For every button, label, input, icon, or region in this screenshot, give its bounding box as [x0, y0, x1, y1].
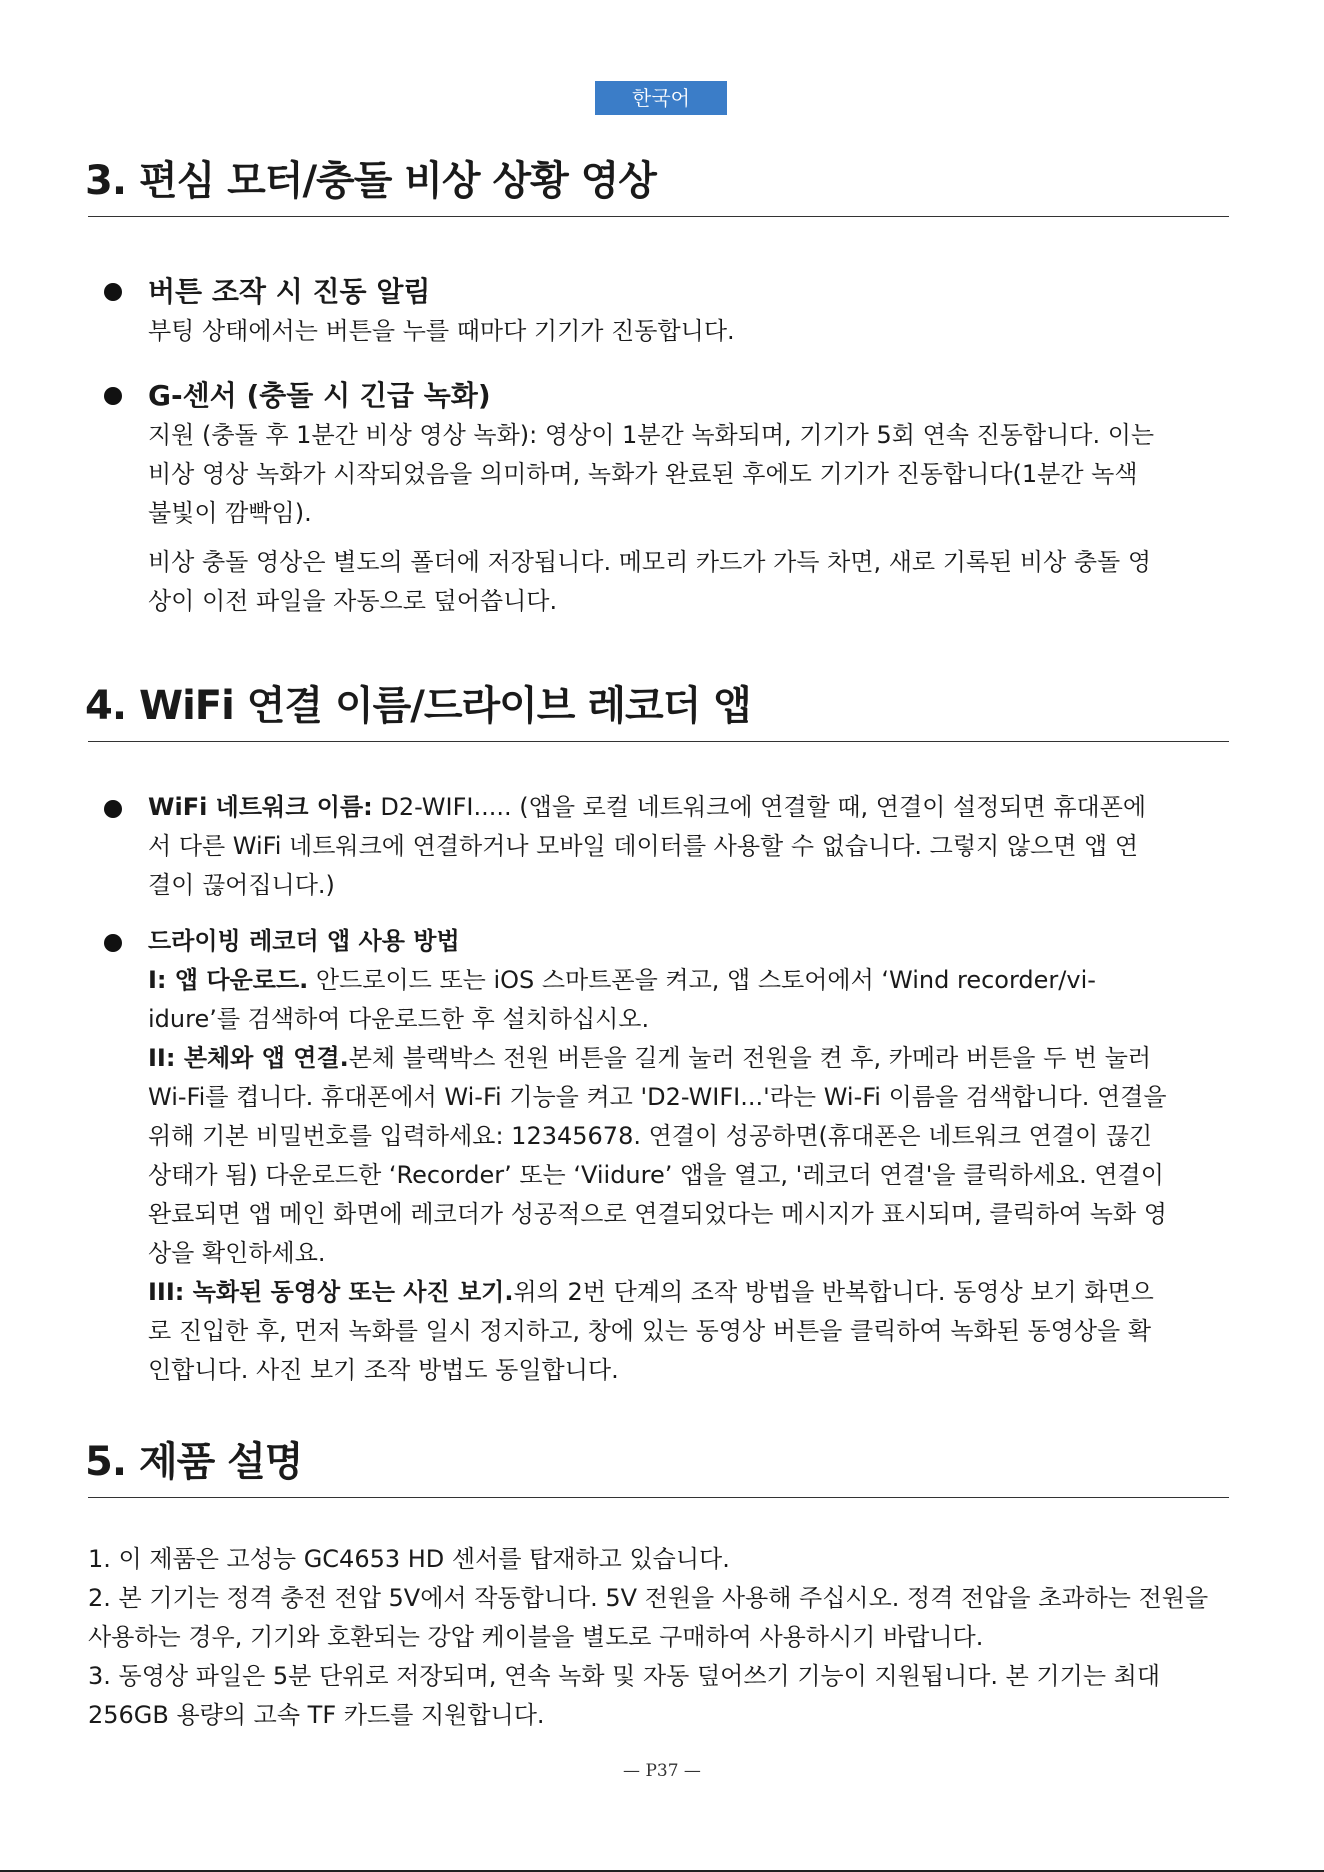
section-4-title: 4. WiFi 연결 이름/드라이브 레코더 앱 [85, 683, 751, 729]
section-5-divider [88, 1497, 1229, 1498]
language-badge: 한국어 [595, 81, 727, 115]
bullet-icon [104, 387, 122, 405]
step-label: I: 앱 다운로드. [148, 966, 309, 994]
page-number: — P37 — [623, 1761, 701, 1781]
section-5-title: 5. 제품 설명 [85, 1439, 303, 1485]
step-label: III: 녹화된 동영상 또는 사진 보기. [148, 1278, 514, 1306]
section-3-divider [88, 216, 1229, 217]
bullet-icon [104, 800, 122, 818]
step-text: 본체 블랙박스 전원 버튼을 길게 눌러 전원을 켠 후, 카메라 버튼을 두 번 눌러 Wi-Fi를 켭니다. 휴대폰에서 Wi-Fi 기능을 켜고 'D2-WIFI...'라는 Wi-Fi 이름을 검색합니다. 연결을 위해 기본 비밀번호를 입력하세요: 12345678. 연결이 성공하면(휴대폰은 네트워크 연결이 끊긴 상태가 됨) 다운로드한 ‘Recorder’ 또는 ‘Viidure’ 앱을 열고, '레코더 연결'을 클릭하세요. 연결이 완료되면 앱 메인 화면에 레코더가 성공적으로 연결되었다는 메시지가 표시되며, 클릭하여 녹화 영상을 확인하세요. [148, 1044, 1167, 1267]
description-line: 3. 동영상 파일은 5분 단위로 저장되며, 연속 녹화 및 자동 덮어쓰기 기능이 지원됩니다. 본 기기는 최대 256GB 용량의 고속 TF 카드를 지원합니다. [88, 1662, 1161, 1729]
item-paragraph: 지원 (충돌 후 1분간 비상 영상 녹화): 영상이 1분간 녹화되며, 기기가 5회 연속 진동합니다. 이는 비상 영상 녹화가 시작되었음을 의미하며, 녹화가 완료된 후에도 기기가 진동합니다(1분간 녹색 불빛이 깜빡임). [148, 421, 1155, 527]
description-line: 2. 본 기기는 정격 충전 전압 5V에서 작동합니다. 5V 전원을 사용해 주십시오. 정격 전압을 초과하는 전원을 사용하는 경우, 기기와 호환되는 강압 케이블을 별도로 구매하여 사용하시기 바랍니다. [88, 1584, 1209, 1651]
section-3-header [85, 152, 1230, 210]
section-3-title: 3. 편심 모터/충돌 비상 상황 영상 [85, 158, 656, 204]
app-step-3 [148, 1273, 1168, 1390]
item-title: 버튼 조작 시 진동 알림 [148, 275, 431, 308]
wifi-name-label: WiFi 네트워크 이름: [148, 793, 373, 821]
bullet-item-g-sensor [104, 375, 1204, 621]
bullet-icon [104, 283, 122, 301]
section-4-divider [88, 741, 1229, 742]
item-title: G-센서 (충돌 시 긴급 녹화) [148, 379, 491, 412]
item-paragraph [148, 788, 1158, 905]
bullet-item-vibration [104, 271, 1204, 351]
step-label: II: 본체와 앱 연결. [148, 1044, 349, 1072]
bullet-item-app-usage [104, 922, 1204, 1390]
step-text: 안드로이드 또는 iOS 스마트폰을 켜고, 앱 스토어에서 ‘Wind recorder/vi-idure’를 검색하여 다운로드한 후 설치하십시오. [148, 966, 1096, 1033]
app-step-2 [148, 1039, 1168, 1273]
section-4-header [85, 677, 1230, 735]
bullet-icon [104, 934, 122, 952]
item-paragraph: 부팅 상태에서는 버튼을 누를 때마다 기기가 진동합니다. [148, 317, 735, 345]
section-5-header [85, 1433, 1230, 1491]
bullet-item-wifi-name [104, 788, 1204, 905]
step-text: 위의 2번 단계의 조작 방법을 반복합니다. 동영상 보기 화면으로 진입한 후, 먼저 녹화를 일시 정지하고, 창에 있는 동영상 버튼을 클릭하여 녹화된 동영상을 확인합니다. 사진 보기 조작 방법도 동일합니다. [148, 1278, 1154, 1384]
description-line: 1. 이 제품은 고성능 GC4653 HD 센서를 탑재하고 있습니다. [88, 1545, 730, 1573]
product-description [88, 1540, 1238, 1735]
app-step-1 [148, 961, 1168, 1039]
item-paragraph: 비상 충돌 영상은 별도의 폴더에 저장됩니다. 메모리 카드가 가득 차면, 새로 기록된 비상 충돌 영상이 이전 파일을 자동으로 덮어씁니다. [148, 548, 1152, 615]
wifi-name-text: D2-WIFI..... (앱을 로컬 네트워크에 연결할 때, 연결이 설정되면 휴대폰에서 다른 WiFi 네트워크에 연결하거나 모바일 데이터를 사용할 수 없습니다. 그렇지 않으면 앱 연결이 끊어집니다.) [148, 793, 1147, 899]
item-title: 드라이빙 레코더 앱 사용 방법 [148, 927, 460, 955]
